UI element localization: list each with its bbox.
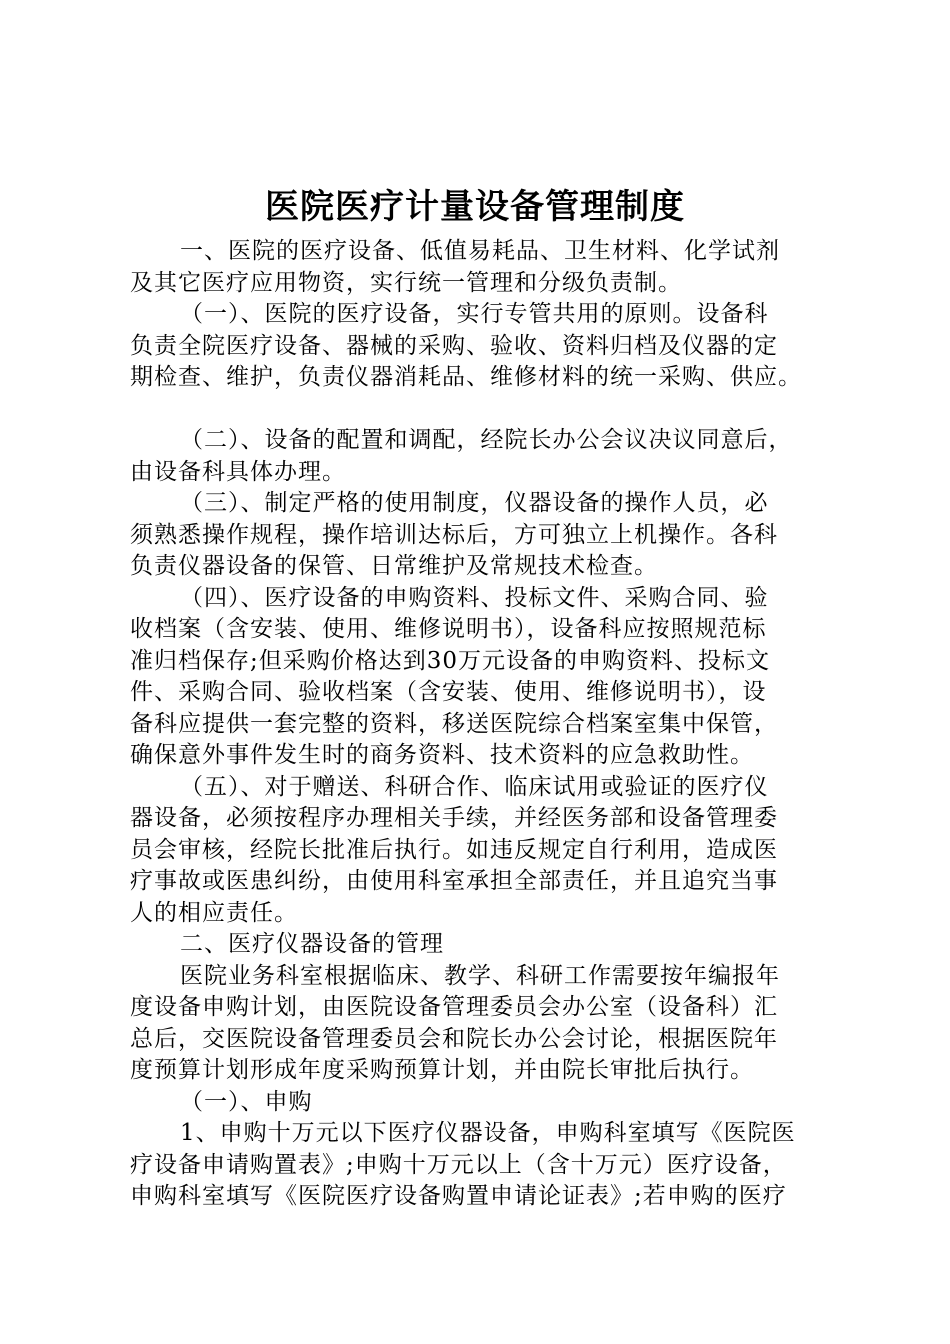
paragraph-line: （三）、制定严格的使用制度，仪器设备的操作人员，必 [180,490,769,516]
paragraph-line: （一）、申购 [180,1088,313,1115]
paragraph-line: 及其它医疗应用物资，实行统一管理和分级负责制。 [130,269,682,296]
paragraph-line: 医院业务科室根据临床、教学、科研工作需要按年编报年 [180,962,780,989]
paragraph-line: 负责全院医疗设备、器械的采购、验收、资料归档及仪器的定 [130,332,778,359]
paragraph-line: 确保意外事件发生时的商务资料、技术资料的应急救助性。 [130,742,754,768]
paragraph-line: 准归档保存;但采购价格达到30万元设备的申购资料、投标文 [130,647,771,674]
blank-line [130,394,830,426]
document-title: 医院医疗计量设备管理制度 [265,187,685,227]
paragraph-line: （一）、医院的医疗设备，实行专管共用的原则。设备科 [180,301,769,327]
paragraph-line: （二）、设备的配置和调配，经院长办公会议决议同意后， [180,427,793,453]
paragraph-line: 1、申购十万元以下医疗仪器设备，申购科室填写《医院医 [180,1120,796,1146]
document-body [130,236,830,1213]
paragraph-line: 负责仪器设备的保管、日常维护及常规技术检查。 [130,553,658,579]
paragraph-line: 须熟悉操作规程，操作培训达标后，方可独立上机操作。各科 [130,521,778,548]
paragraph-line: 总后，交医院设备管理委员会和院长办公会讨论，根据医院年 [130,1025,778,1052]
paragraph-line: 员会审核，经院长批准后执行。如违反规定自行利用，造成医 [130,836,778,863]
paragraph-line: 度设备申购计划，由医院设备管理委员会办公室（设备科）汇 [130,994,778,1020]
paragraph-line: 器设备，必须按程序办理相关手续，并经医务部和设备管理委 [130,805,778,831]
paragraph-line: 人的相应责任。 [130,899,298,926]
paragraph-line: 疗事故或医患纠纷，由使用科室承担全部责任，并且追究当事 [130,868,778,894]
paragraph-line: 收档案（含安装、使用、维修说明书），设备科应按照规范标 [130,616,767,642]
paragraph-line: （五）、对于赠送、科研合作、临床试用或验证的医疗仪 [180,773,769,800]
paragraph-line: 二、医疗仪器设备的管理 [180,931,444,957]
paragraph-line: 疗设备申请购置表》;申购十万元以上（含十万元）医疗设备， [130,1151,787,1178]
paragraph-line: 由设备科具体办理。 [130,458,346,485]
paragraph-line: （四）、医疗设备的申购资料、投标文件、采购合同、验 [180,584,769,611]
paragraph-line: 备科应提供一套完整的资料，移送医院综合档案室集中保管， [130,710,778,737]
paragraph-line: 一、医院的医疗设备、低值易耗品、卫生材料、化学试剂 [180,238,780,264]
paragraph-line: 件、采购合同、验收档案（含安装、使用、维修说明书），设 [130,679,767,705]
paragraph-line: 期检查、维护，负责仪器消耗品、维修材料的统一采购、供应。 [130,364,802,390]
paragraph-line: 度预算计划形成年度采购预算计划，并由院长审批后执行。 [130,1057,754,1083]
paragraph-line: 申购科室填写《医院医疗设备购置申请论证表》;若申购的医疗 [130,1183,787,1209]
